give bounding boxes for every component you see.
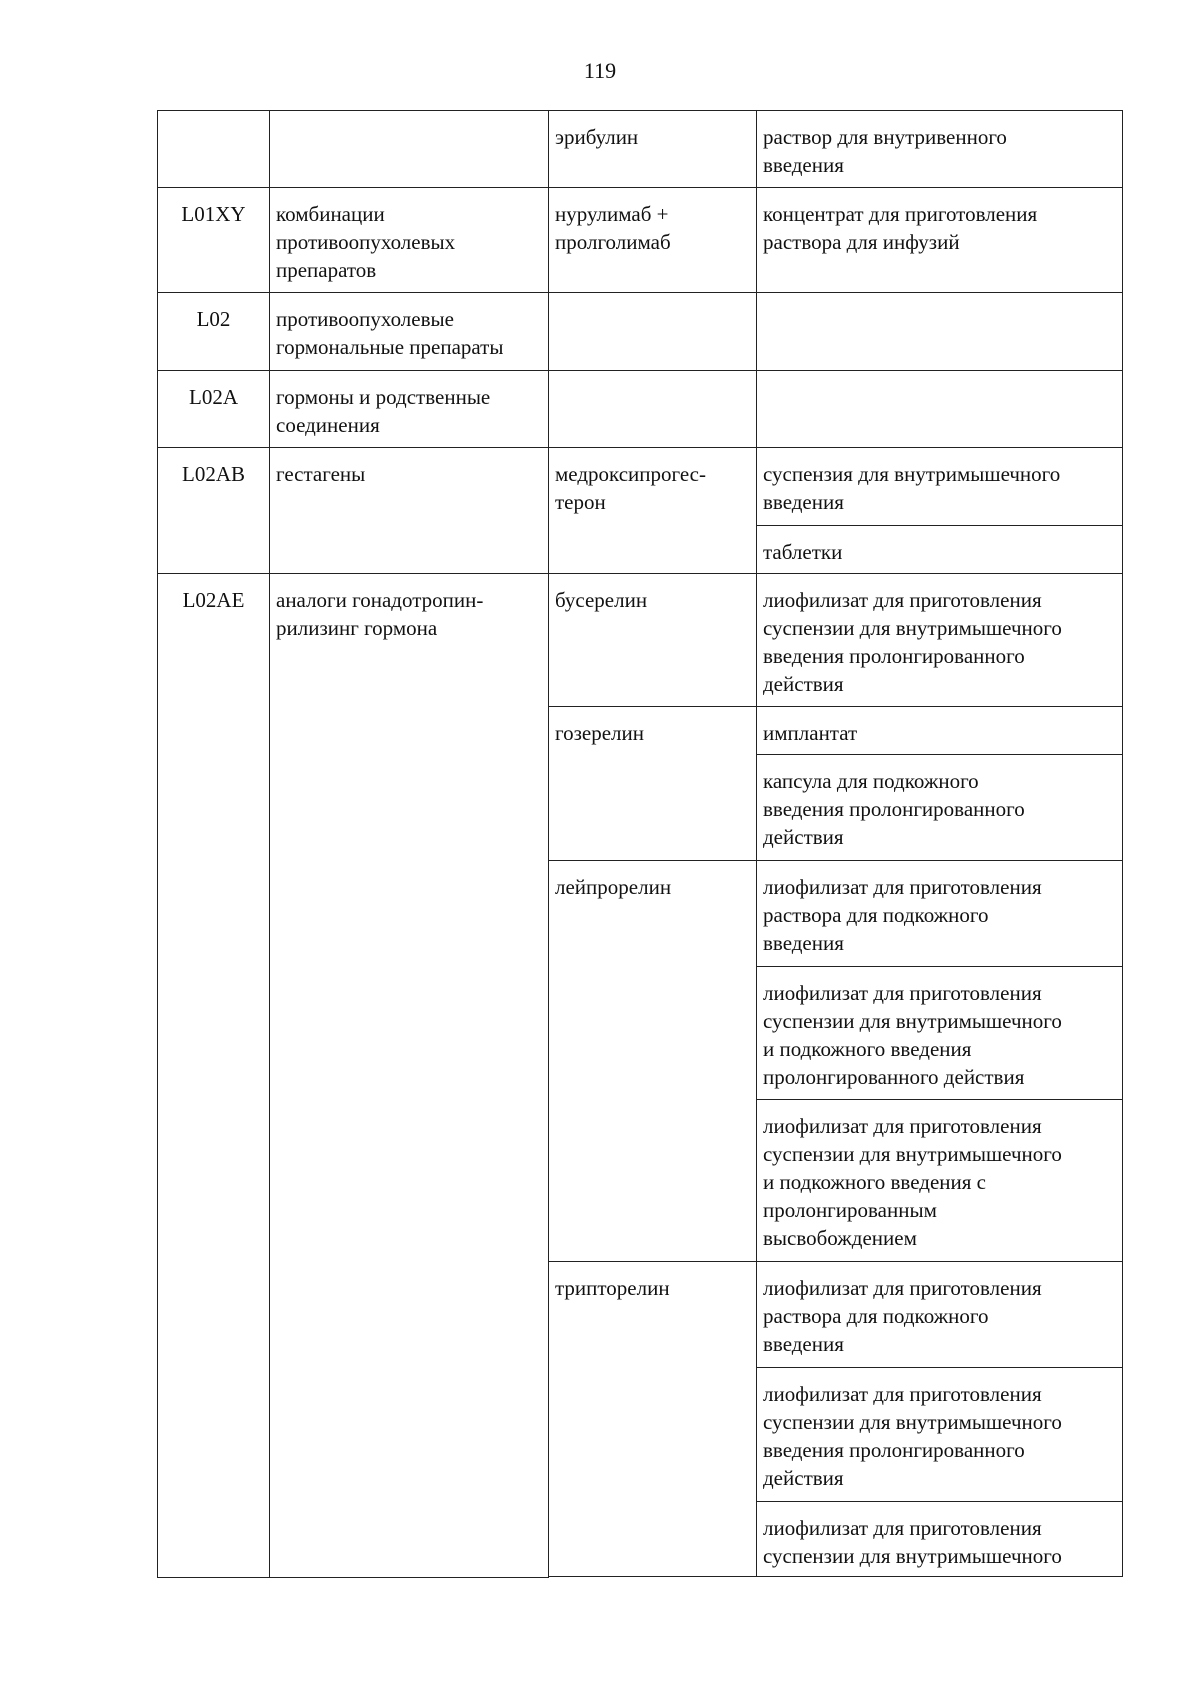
table-row — [158, 188, 1123, 293]
group-line: рилизинг гормона — [276, 616, 438, 640]
drug-cell: трипторелин — [549, 1262, 757, 1577]
form-cell: лиофилизат для приготовления суспензии для внутримышечного введения пролонгированного действия — [757, 1368, 1123, 1502]
form-cell: капсула для подкожного введения пролонгированного действия — [757, 755, 1123, 861]
code-cell: L02AE — [158, 574, 270, 1578]
group-cell: гестагены — [270, 448, 549, 574]
form-cell: лиофилизат для приготовления раствора для подкожного введения — [757, 861, 1123, 967]
code-cell: L02AB — [158, 448, 270, 574]
group-cell — [270, 574, 549, 1578]
drug-cell: гозерелин — [549, 707, 757, 861]
table-row — [158, 574, 1123, 707]
drug-cell: нурулимаб + пролголимаб — [549, 188, 757, 293]
table-row — [158, 448, 1123, 526]
group-line: аналоги гонадотропин- — [276, 588, 484, 612]
drug-table — [157, 110, 1123, 1578]
code-cell: L01XY — [158, 188, 270, 293]
group-cell — [270, 371, 549, 448]
table-row — [158, 371, 1123, 448]
form-cell: раствор для внутривенного введения — [757, 111, 1123, 188]
form-cell: лиофилизат для приготовления раствора для подкожного введения — [757, 1262, 1123, 1368]
drug-cell — [549, 293, 757, 371]
group-cell: противоопухолевые гормональные препараты — [270, 293, 549, 371]
code-cell — [158, 111, 270, 188]
drug-cell: медроксипрогес- терон — [549, 448, 757, 574]
form-cell: имплантат — [757, 707, 1123, 755]
form-cell — [757, 293, 1123, 371]
group-cell — [270, 111, 549, 188]
form-cell: лиофилизат для приготовления суспензии для внутримышечного введения пролонгированного действия — [757, 574, 1123, 707]
form-cell — [757, 371, 1123, 448]
form-cell: концентрат для приготовления раствора для инфузий — [757, 188, 1123, 293]
code-cell: L02A — [158, 371, 270, 448]
code-cell: L02 — [158, 293, 270, 371]
table-row — [158, 111, 1123, 188]
group-cell: комбинации противоопухолевых препаратов — [270, 188, 549, 293]
drug-cell — [549, 371, 757, 448]
group-line: соединения — [276, 413, 380, 437]
form-cell: суспензия для внутримышечного введения — [757, 448, 1123, 526]
group-line: гормоны и родственные — [276, 385, 491, 409]
form-cell: лиофилизат для приготовления суспензии для внутримышечного — [757, 1502, 1123, 1577]
drug-cell: лейпрорелин — [549, 861, 757, 1262]
page-number: 119 — [583, 58, 617, 83]
drug-cell: бусерелин — [549, 574, 757, 707]
form-cell: лиофилизат для приготовления суспензии для внутримышечного и подкожного введения пролонгированного действия — [757, 967, 1123, 1100]
form-cell: таблетки — [757, 526, 1123, 574]
form-cell: лиофилизат для приготовления суспензии для внутримышечного и подкожного введения с пролонгированным высвобождением — [757, 1100, 1123, 1262]
drug-cell: эрибулин — [549, 111, 757, 188]
table-row — [158, 293, 1123, 371]
